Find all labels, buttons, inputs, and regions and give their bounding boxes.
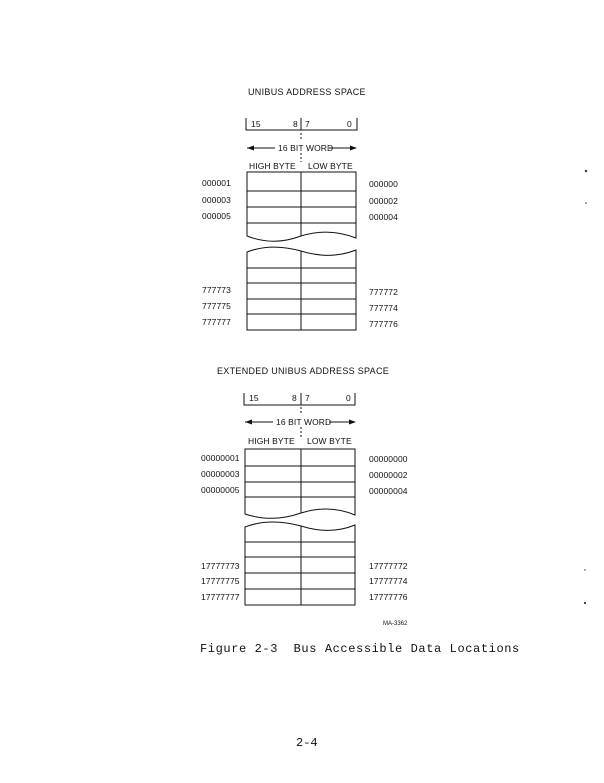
address-low-row-3: 00000004	[369, 486, 408, 496]
address-high-row-2: 000003	[202, 195, 231, 205]
diagram-title: UNIBUS ADDRESS SPACE	[248, 87, 366, 97]
figure-reference-code: MA-3362	[383, 621, 408, 627]
low-byte-label: LOW BYTE	[308, 161, 353, 171]
figure-caption: Figure 2-3 Bus Accessible Data Locations	[200, 642, 520, 656]
arrowhead-right-icon	[350, 146, 357, 151]
diagram-title: EXTENDED UNIBUS ADDRESS SPACE	[217, 366, 390, 376]
scan-speck	[585, 202, 587, 204]
scan-speck	[585, 170, 587, 172]
address-low-row-1: 000000	[369, 179, 398, 189]
scan-speck	[584, 602, 586, 604]
bit-0-label: 0	[347, 119, 352, 129]
high-byte-label: HIGH BYTE	[248, 436, 295, 446]
memory-block-bottom-2	[245, 522, 355, 605]
bit-0-label: 0	[346, 393, 351, 403]
bit-field-bracket-2	[244, 393, 355, 405]
bit-15-label: 15	[251, 119, 261, 129]
address-high-row-1: 000001	[202, 178, 231, 188]
address-high-row-end-1: 17777773	[201, 561, 240, 571]
arrowhead-left-icon	[247, 146, 254, 151]
address-high-row-3: 00000005	[201, 485, 240, 495]
address-high-row-end-3: 17777777	[201, 592, 240, 602]
address-low-row-end-1: 17777772	[369, 561, 408, 571]
address-low-row-1: 00000000	[369, 454, 408, 464]
bit-7-label: 7	[305, 393, 310, 403]
arrowhead-right-icon	[349, 420, 356, 425]
page-number: 2-4	[296, 736, 318, 750]
address-high-row-3: 000005	[202, 211, 231, 221]
address-high-row-end-1: 777773	[202, 285, 231, 295]
bit-8-label: 8	[292, 393, 297, 403]
address-low-row-3: 000004	[369, 212, 398, 222]
address-high-row-end-2: 17777775	[201, 576, 240, 586]
address-high-row-end-2: 777775	[202, 301, 231, 311]
word-size-label: 16 BIT WORD	[278, 143, 334, 153]
address-low-row-2: 000002	[369, 196, 398, 206]
bit-7-label: 7	[305, 119, 310, 129]
low-byte-label: LOW BYTE	[307, 436, 352, 446]
address-low-row-end-2: 17777774	[369, 576, 408, 586]
bit-8-label: 8	[293, 119, 298, 129]
word-size-label: 16 BIT WORD	[276, 417, 332, 427]
bit-15-label: 15	[249, 393, 259, 403]
memory-block-top-2	[245, 449, 355, 518]
address-high-row-end-3: 777777	[202, 317, 231, 327]
address-low-row-end-3: 17777776	[369, 592, 408, 602]
scan-speck	[584, 569, 585, 570]
address-low-row-end-2: 777774	[369, 303, 398, 313]
address-high-row-1: 00000001	[201, 453, 240, 463]
high-byte-label: HIGH BYTE	[249, 161, 296, 171]
arrowhead-left-icon	[245, 420, 252, 425]
address-low-row-end-3: 777776	[369, 319, 398, 329]
address-high-row-2: 00000003	[201, 469, 240, 479]
address-low-row-end-1: 777772	[369, 287, 398, 297]
address-low-row-2: 00000002	[369, 470, 408, 480]
